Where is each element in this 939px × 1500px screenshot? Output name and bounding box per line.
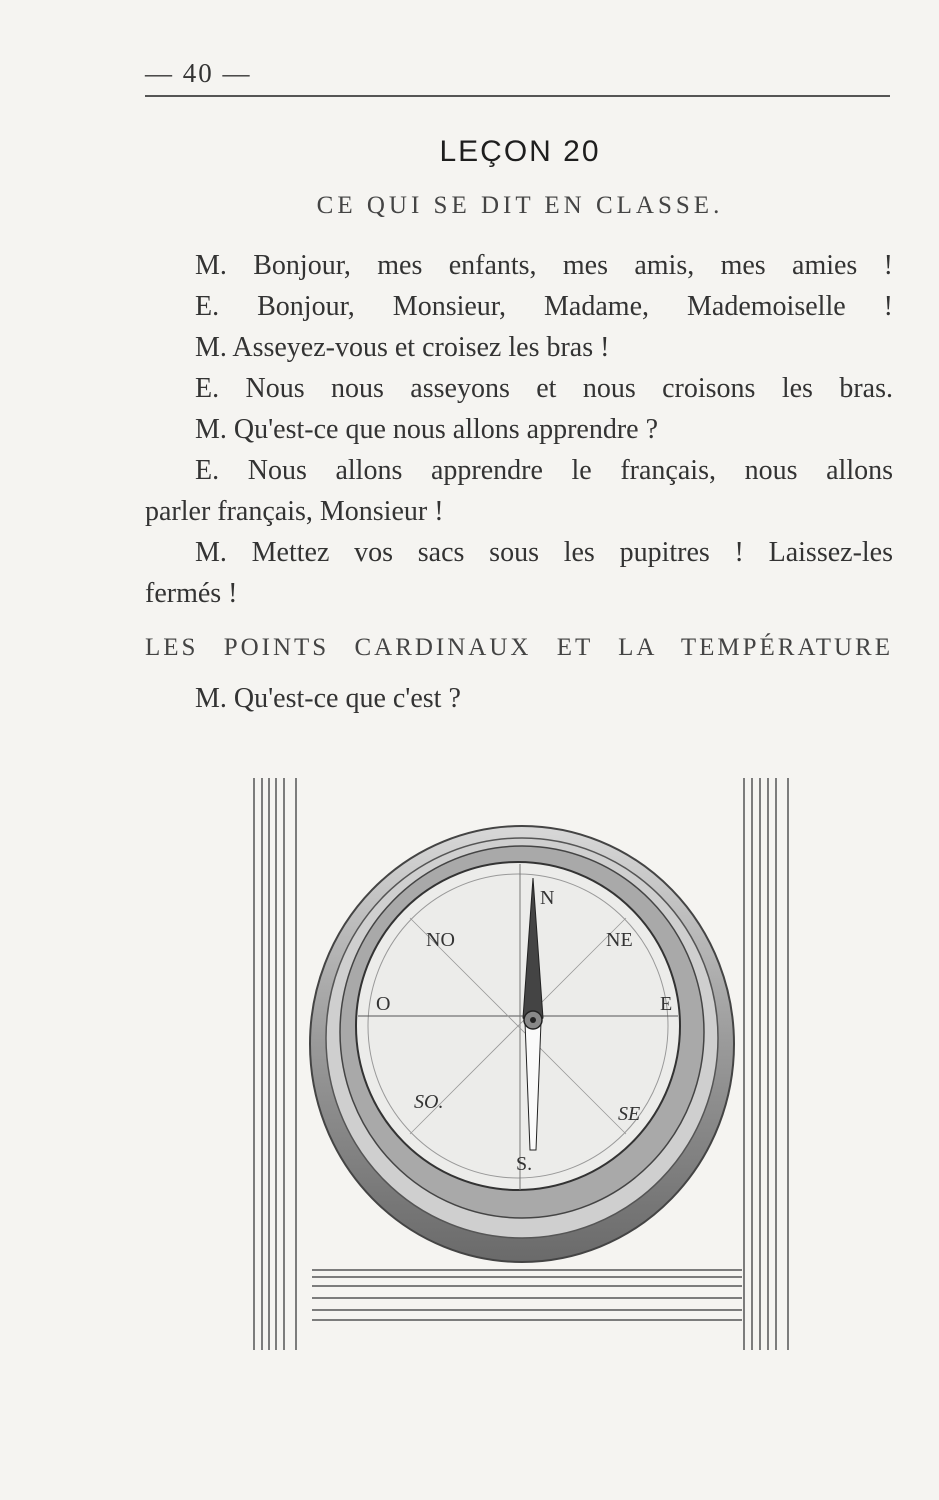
- compass-label-so: SO.: [414, 1091, 444, 1113]
- compass-label-s: S.: [516, 1153, 533, 1175]
- frame-left-lines: [254, 778, 296, 1350]
- compass-label-e: E: [660, 993, 673, 1015]
- dialogue: [145, 245, 893, 614]
- dialogue-line: M. Qu'est-ce que nous allons apprendre ?: [195, 414, 659, 445]
- compass-label-no: NO: [426, 929, 455, 951]
- dialogue-line: E. Nous allons apprendre le français, nous allons: [195, 455, 893, 486]
- dialogue-line: parler français, Monsieur !: [145, 496, 444, 527]
- section-title: CE QUI SE DIT EN CLASSE.: [316, 192, 724, 219]
- compass-label-n: N: [540, 887, 555, 909]
- lesson-title: LEÇON 20: [439, 135, 601, 168]
- section-title-cardinal-points: LES POINTS CARDINAUX ET LA TEMPÉRATURE: [145, 634, 893, 661]
- frame-right-lines: [744, 778, 788, 1350]
- dialogue-line: M. Asseyez-vous et croisez les bras !: [195, 332, 610, 363]
- compass-illustration: [250, 770, 795, 1360]
- dialogue-line: M. Mettez vos sacs sous les pupitres ! Laissez-les: [195, 537, 893, 568]
- dialogue-line: M. Bonjour, mes enfants, mes amis, mes amies !: [195, 250, 893, 281]
- dialogue-line: fermés !: [145, 578, 238, 609]
- compass-label-o: O: [376, 993, 391, 1015]
- question-line: M. Qu'est-ce que c'est ?: [195, 683, 461, 714]
- compass-label-se: SE: [618, 1103, 641, 1125]
- compass-figure: [250, 770, 795, 1360]
- frame-bottom-lines: [312, 1270, 742, 1320]
- dialogue-line: E. Nous nous asseyons et nous croisons les bras.: [195, 373, 893, 404]
- compass-body: [310, 826, 734, 1262]
- header-rule: [145, 95, 890, 97]
- dialogue-line: E. Bonjour, Monsieur, Madame, Mademoiselle !: [195, 291, 893, 322]
- compass-label-ne: NE: [606, 929, 633, 951]
- page-number: — 40 —: [145, 58, 252, 88]
